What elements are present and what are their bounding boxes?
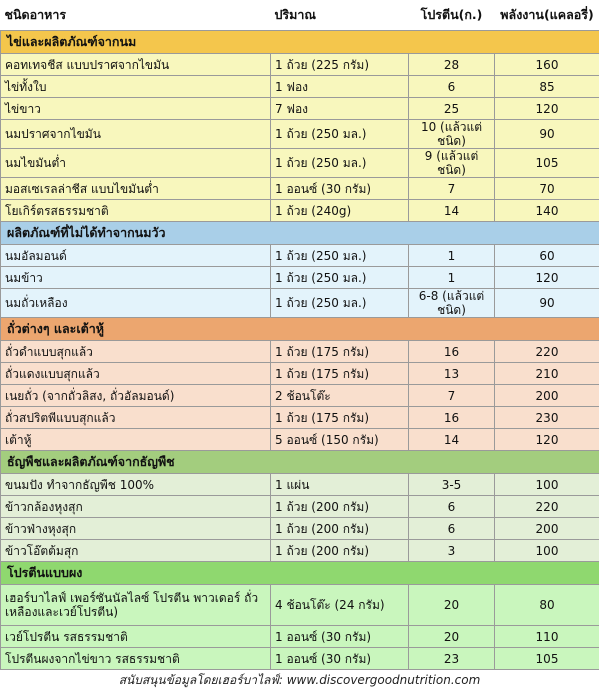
amount-cell: 1 ถ้วย (175 กรัม) bbox=[271, 407, 409, 429]
table-row bbox=[1, 385, 599, 407]
table-row bbox=[1, 429, 599, 451]
protein-cell: 7 bbox=[409, 178, 495, 200]
protein-cell: 7 bbox=[409, 385, 495, 407]
protein-cell: 25 bbox=[409, 98, 495, 120]
energy-cell: 120 bbox=[495, 429, 599, 451]
table-row bbox=[1, 648, 599, 670]
amount-cell: 1 ฟอง bbox=[271, 76, 409, 98]
amount-cell: 1 ออนซ์ (30 กรัม) bbox=[271, 648, 409, 670]
energy-cell: 90 bbox=[495, 289, 599, 318]
amount-cell: 2 ช้อนโต๊ะ bbox=[271, 385, 409, 407]
food-cell: ไข่ทั้งใบ bbox=[1, 76, 271, 98]
amount-cell: 1 ถ้วย (175 กรัม) bbox=[271, 341, 409, 363]
amount-cell: 1 แผ่น bbox=[271, 474, 409, 496]
table-row bbox=[1, 289, 599, 318]
protein-cell: 6 bbox=[409, 496, 495, 518]
protein-cell: 9 (แล้วแต่ชนิด) bbox=[409, 149, 495, 178]
food-cell: นมปราศจากไขมัน bbox=[1, 120, 271, 149]
section-header-nondairy bbox=[1, 222, 599, 245]
food-cell: ข้าวกล้องหุงสุก bbox=[1, 496, 271, 518]
food-cell: โปรตีนผงจากไข่ขาว รสธรรมชาติ bbox=[1, 648, 271, 670]
food-cell: เวย์โปรตีน รสธรรมชาติ bbox=[1, 626, 271, 648]
food-cell: โยเกิร์ตรสธรรมชาติ bbox=[1, 200, 271, 222]
section-title: ถั่วต่างๆ และเต้าหู้ bbox=[1, 318, 599, 341]
protein-cell: 20 bbox=[409, 626, 495, 648]
amount-cell: 1 ถ้วย (225 กรัม) bbox=[271, 54, 409, 76]
energy-cell: 220 bbox=[495, 341, 599, 363]
protein-cell: 6 bbox=[409, 76, 495, 98]
section-header-dairy bbox=[1, 31, 599, 54]
energy-cell: 210 bbox=[495, 363, 599, 385]
protein-cell: 28 bbox=[409, 54, 495, 76]
section-title: ธัญพืชและผลิตภัณฑ์จากธัญพืช bbox=[1, 451, 599, 474]
energy-cell: 120 bbox=[495, 98, 599, 120]
energy-cell: 220 bbox=[495, 496, 599, 518]
source-credit: สนับสนุนข้อมูลโดยเฮอร์บาไลฟ์: www.discovergoodnutrition.com bbox=[118, 673, 481, 687]
amount-cell: 1 ถ้วย (200 กรัม) bbox=[271, 518, 409, 540]
energy-cell: 105 bbox=[495, 648, 599, 670]
table-body bbox=[1, 31, 599, 670]
amount-cell: 1 ถ้วย (250 มล.) bbox=[271, 120, 409, 149]
table-row bbox=[1, 120, 599, 149]
protein-cell: 23 bbox=[409, 648, 495, 670]
energy-cell: 200 bbox=[495, 518, 599, 540]
food-cell: ไข่ขาว bbox=[1, 98, 271, 120]
protein-cell: 14 bbox=[409, 200, 495, 222]
table-row bbox=[1, 496, 599, 518]
food-cell: ถั่วสปริตพีแบบสุกแล้ว bbox=[1, 407, 271, 429]
food-cell: คอทเทจชีส แบบปราศจากไขมัน bbox=[1, 54, 271, 76]
food-cell: นมข้าว bbox=[1, 267, 271, 289]
table-row bbox=[1, 474, 599, 496]
table-row bbox=[1, 178, 599, 200]
energy-cell: 90 bbox=[495, 120, 599, 149]
protein-cell: 1 bbox=[409, 267, 495, 289]
header-energy: พลังงาน(แคลอรี่) bbox=[495, 0, 599, 31]
header-amount: ปริมาณ bbox=[271, 0, 409, 31]
table-row bbox=[1, 76, 599, 98]
table-row bbox=[1, 54, 599, 76]
protein-cell: 3 bbox=[409, 540, 495, 562]
table-row bbox=[1, 200, 599, 222]
energy-cell: 160 bbox=[495, 54, 599, 76]
section-header-powder bbox=[1, 562, 599, 585]
table-row bbox=[1, 245, 599, 267]
food-cell: เต้าหู้ bbox=[1, 429, 271, 451]
section-header-grains bbox=[1, 451, 599, 474]
table-row bbox=[1, 267, 599, 289]
food-cell: ขนมปัง ทำจากธัญพืช 100% bbox=[1, 474, 271, 496]
table-row bbox=[1, 585, 599, 626]
energy-cell: 100 bbox=[495, 540, 599, 562]
amount-cell: 5 ออนซ์ (150 กรัม) bbox=[271, 429, 409, 451]
table-row bbox=[1, 149, 599, 178]
protein-cell: 14 bbox=[409, 429, 495, 451]
section-title: โปรตีนแบบผง bbox=[1, 562, 599, 585]
energy-cell: 70 bbox=[495, 178, 599, 200]
table-row bbox=[1, 98, 599, 120]
table-row bbox=[1, 626, 599, 648]
energy-cell: 200 bbox=[495, 385, 599, 407]
energy-cell: 85 bbox=[495, 76, 599, 98]
energy-cell: 110 bbox=[495, 626, 599, 648]
food-cell: เฮอร์บาไลฟ์ เพอร์ซันนัลไลซ์ โปรตีน พาวเดอร์ ถั่วเหลืองและเวย์โปรตีน) bbox=[1, 585, 271, 626]
amount-cell: 1 ออนซ์ (30 กรัม) bbox=[271, 626, 409, 648]
protein-cell: 3-5 bbox=[409, 474, 495, 496]
protein-cell: 6-8 (แล้วแต่ชนิด) bbox=[409, 289, 495, 318]
protein-cell: 13 bbox=[409, 363, 495, 385]
energy-cell: 105 bbox=[495, 149, 599, 178]
protein-cell: 6 bbox=[409, 518, 495, 540]
food-cell: ถั่วดำแบบสุกแล้ว bbox=[1, 341, 271, 363]
header-protein: โปรตีน(ก.) bbox=[409, 0, 495, 31]
amount-cell: 4 ช้อนโต๊ะ (24 กรัม) bbox=[271, 585, 409, 626]
energy-cell: 140 bbox=[495, 200, 599, 222]
table-row bbox=[1, 407, 599, 429]
protein-cell: 16 bbox=[409, 341, 495, 363]
energy-cell: 230 bbox=[495, 407, 599, 429]
amount-cell: 1 ถ้วย (250 มล.) bbox=[271, 267, 409, 289]
header-food: ชนิดอาหาร bbox=[1, 0, 271, 31]
section-header-beans bbox=[1, 318, 599, 341]
table-row bbox=[1, 341, 599, 363]
food-cell: นมอัลมอนด์ bbox=[1, 245, 271, 267]
table-row bbox=[1, 363, 599, 385]
energy-cell: 60 bbox=[495, 245, 599, 267]
amount-cell: 1 ถ้วย (200 กรัม) bbox=[271, 540, 409, 562]
food-cell: ข้าวฟ่างหุงสุก bbox=[1, 518, 271, 540]
amount-cell: 7 ฟอง bbox=[271, 98, 409, 120]
table-header-row bbox=[1, 0, 599, 31]
amount-cell: 1 ถ้วย (200 กรัม) bbox=[271, 496, 409, 518]
protein-cell: 16 bbox=[409, 407, 495, 429]
protein-cell: 20 bbox=[409, 585, 495, 626]
table-row bbox=[1, 518, 599, 540]
amount-cell: 1 ถ้วย (250 มล.) bbox=[271, 289, 409, 318]
energy-cell: 100 bbox=[495, 474, 599, 496]
food-cell: ข้าวโอ๊ตต้มสุก bbox=[1, 540, 271, 562]
amount-cell: 1 ออนซ์ (30 กรัม) bbox=[271, 178, 409, 200]
amount-cell: 1 ถ้วย (175 กรัม) bbox=[271, 363, 409, 385]
food-cell: ถั่วแดงแบบสุกแล้ว bbox=[1, 363, 271, 385]
protein-cell: 10 (แล้วแต่ชนิด) bbox=[409, 120, 495, 149]
food-cell: เนยถั่ว (จากถั่วลิสง, ถั่วอัลมอนด์) bbox=[1, 385, 271, 407]
section-title: ไข่และผลิตภัณฑ์จากนม bbox=[1, 31, 599, 54]
protein-cell: 1 bbox=[409, 245, 495, 267]
food-cell: นมไขมันต่ำ bbox=[1, 149, 271, 178]
energy-cell: 120 bbox=[495, 267, 599, 289]
energy-cell: 80 bbox=[495, 585, 599, 626]
table-row bbox=[1, 540, 599, 562]
amount-cell: 1 ถ้วย (240g) bbox=[271, 200, 409, 222]
food-cell: นมถั่วเหลือง bbox=[1, 289, 271, 318]
food-cell: มอสเซเรลล่าชีส แบบไขมันต่ำ bbox=[1, 178, 271, 200]
amount-cell: 1 ถ้วย (250 มล.) bbox=[271, 245, 409, 267]
amount-cell: 1 ถ้วย (250 มล.) bbox=[271, 149, 409, 178]
section-title: ผลิตภัณฑ์ที่ไม่ได้ทำจากนมวัว bbox=[1, 222, 599, 245]
